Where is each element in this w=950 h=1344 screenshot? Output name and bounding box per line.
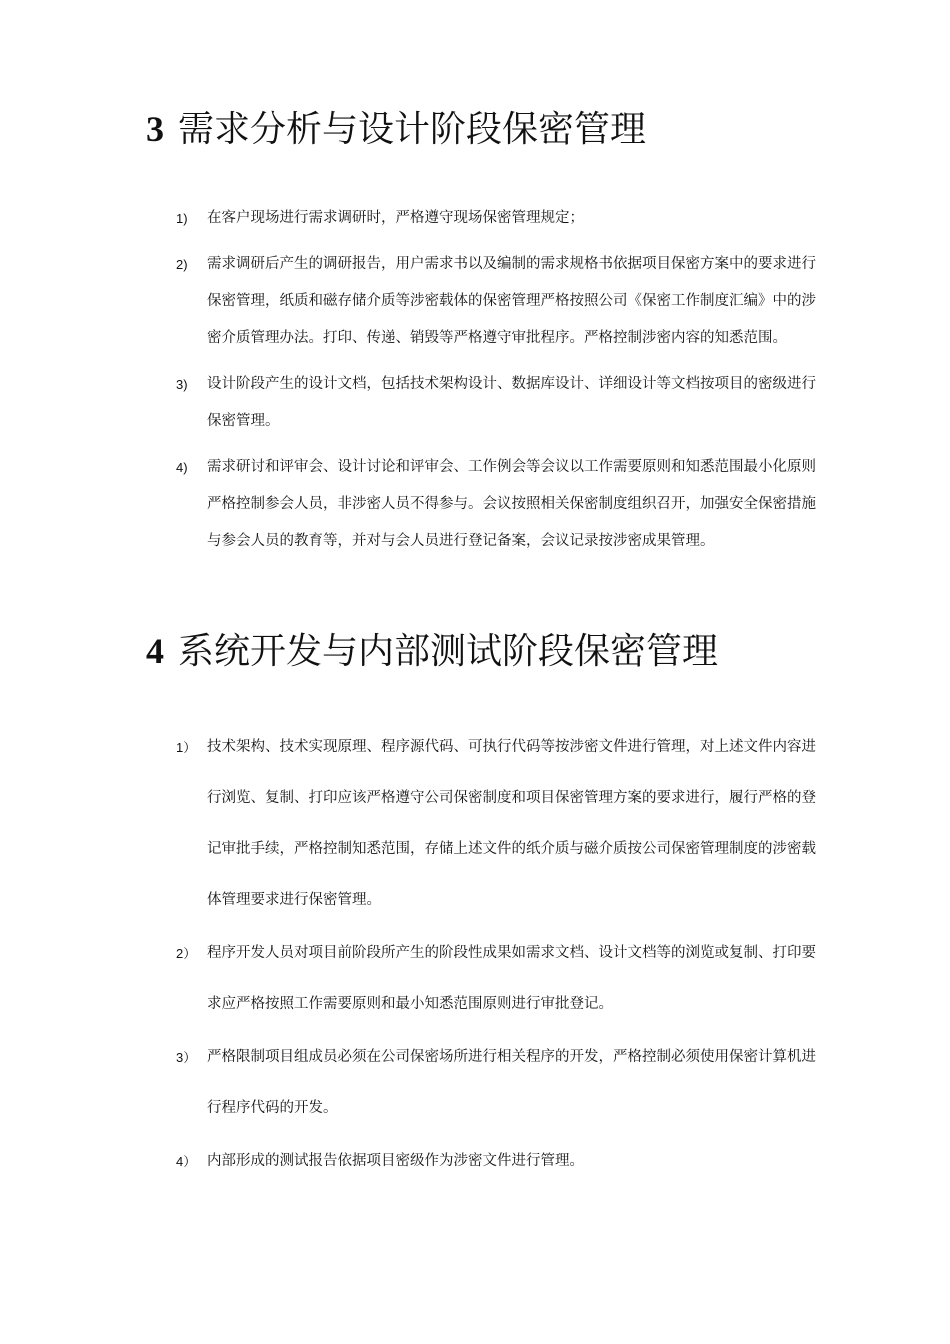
list-item (176, 374, 816, 448)
list-item-text: 内部形成的测试报告依据项目密级作为涉密文件进行管理。 (207, 1153, 584, 1169)
list-item-marker: 2) (176, 257, 188, 272)
list-item (176, 1046, 816, 1148)
list-item (176, 1150, 816, 1201)
list-item (176, 942, 816, 1044)
list-item-text: 技术架构、技术实现原理、程序源代码、可执行代码等按涉密文件进行管理，对上述文件内容进行浏览、复制、打印应该严格遵守公司保密制度和项目保密管理方案的要求进行，履行严格的登记审批手续，严格控制知悉范围，存储上述文件的纸介质与磁介质按公司保密管理制度的涉密载体管理要求进行保密管理。 (207, 739, 816, 908)
list-item-marker: 4) (176, 460, 188, 475)
section-4-title: 系统开发与内部测试阶段保密管理 (178, 631, 719, 672)
list-item-marker: 1) (176, 211, 188, 226)
list-item-marker: 4） (176, 1154, 197, 1169)
list-item (176, 736, 816, 940)
list-item-marker: 3) (176, 377, 188, 392)
section-4-heading (146, 630, 718, 673)
section-3-number: 3 (146, 109, 164, 149)
list-item-text: 需求研讨和评审会、设计讨论和评审会、工作例会等会议以工作需要原则和知悉范围最小化原则严格控制参会人员，非涉密人员不得参与。会议按照相关保密制度组织召开，加强安全保密措施与参会人员的教育等，并对与会人员进行登记备案，会议记录按涉密成果管理。 (207, 459, 816, 549)
section-3-title: 需求分析与设计阶段保密管理 (178, 109, 647, 150)
section-4-number: 4 (146, 631, 164, 671)
list-item-text: 严格限制项目组成员必须在公司保密场所进行相关程序的开发，严格控制必须使用保密计算机进行程序代码的开发。 (207, 1049, 816, 1116)
list-item (176, 208, 816, 245)
list-item-marker: 1） (176, 740, 197, 755)
list-item (176, 254, 816, 365)
list-item-marker: 2） (176, 946, 197, 961)
list-item-text: 设计阶段产生的设计文档，包括技术架构设计、数据库设计、详细设计等文档按项目的密级进行保密管理。 (207, 376, 816, 429)
list-item-marker: 3） (176, 1050, 197, 1065)
list-item-text: 需求调研后产生的调研报告，用户需求书以及编制的需求规格书依据项目保密方案中的要求进行保密管理，纸质和磁存储介质等涉密载体的保密管理严格按照公司《保密工作制度汇编》中的涉密介质管理办法。打印、传递、销毁等严格遵守审批程序。严格控制涉密内容的知悉范围。 (207, 256, 816, 346)
list-item-text: 在客户现场进行需求调研时，严格遵守现场保密管理规定； (207, 210, 584, 226)
section-3-heading (146, 108, 646, 151)
section-4-list (176, 736, 816, 1201)
section-3-list (176, 208, 816, 568)
list-item-text: 程序开发人员对项目前阶段所产生的阶段性成果如需求文档、设计文档等的浏览或复制、打印要求应严格按照工作需要原则和最小知悉范围原则进行审批登记。 (207, 945, 816, 1012)
list-item (176, 457, 816, 568)
